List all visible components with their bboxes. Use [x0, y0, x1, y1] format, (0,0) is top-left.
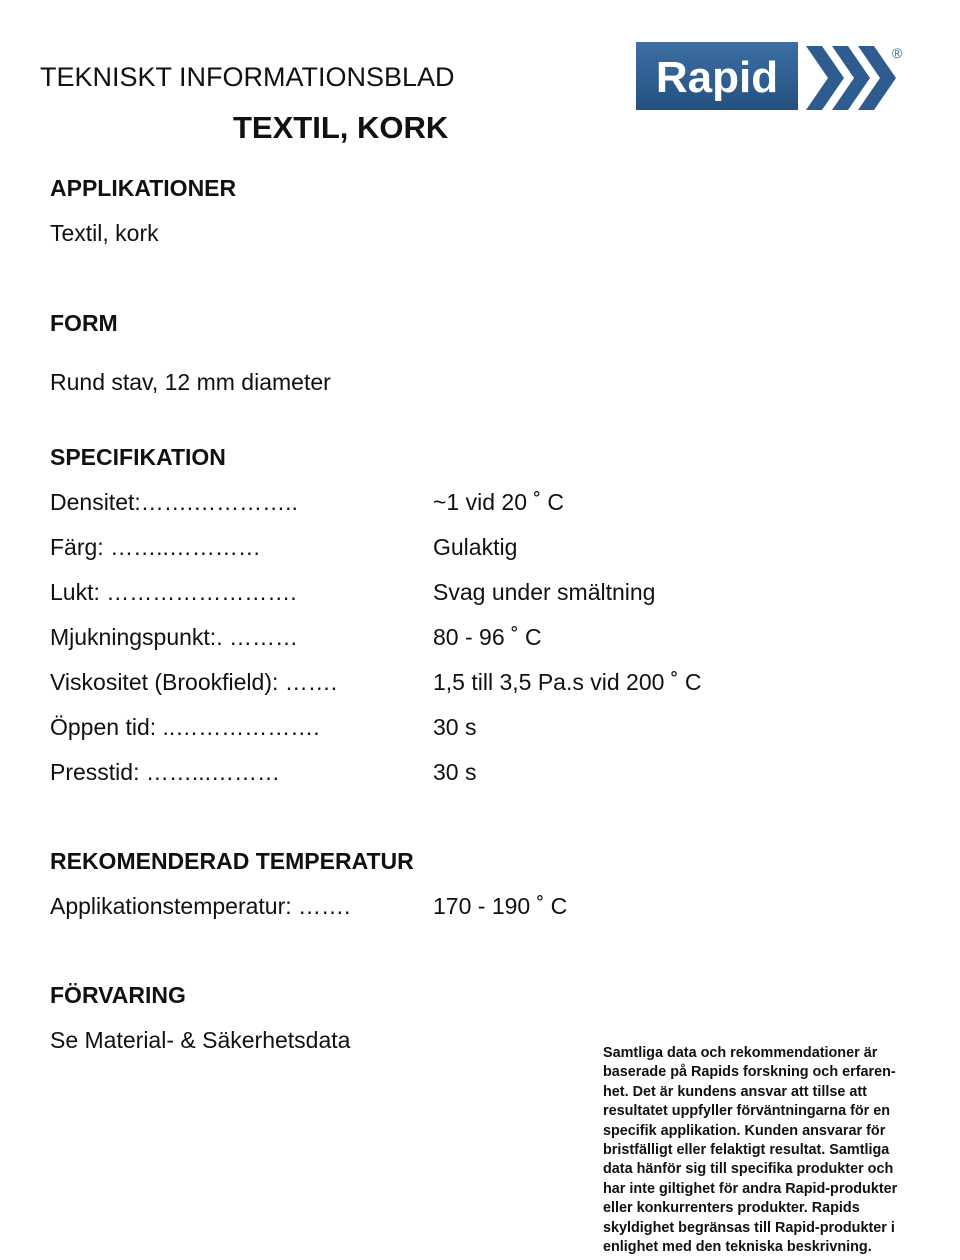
disclaimer-line: het. Det är kundens ansvar att tillse att: [603, 1083, 867, 1100]
disclaimer-line: Samtliga data och rekommendationer är: [603, 1045, 878, 1061]
document-title: TEKNISKT INFORMATIONSBLAD: [40, 62, 455, 92]
disclaimer-line: skyldighet begränsas till Rapid-produkter i: [603, 1219, 895, 1236]
applikationer-heading: APPLIKATIONER: [50, 175, 237, 201]
temperatur-value: 170 - 190 ˚ C: [433, 893, 568, 919]
disclaimer-line: enlighet med den tekniska beskrivning.: [603, 1239, 872, 1256]
spec-label-densitet: Densitet:…….…………..: [50, 489, 298, 515]
spec-label-oppen-tid: Öppen tid: ..……………….: [50, 714, 320, 740]
spec-label-viskositet: Viskositet (Brookfield): …….: [50, 669, 338, 695]
spec-value-farg: Gulaktig: [433, 534, 518, 560]
spec-label-mjukningspunkt: Mjukningspunkt:. ………: [50, 624, 298, 650]
product-title: TEXTIL, KORK: [233, 110, 449, 145]
disclaimer-note: [603, 1044, 913, 1257]
specifikation-heading: SPECIFIKATION: [50, 444, 226, 470]
disclaimer-line: specifik applikation. Kunden ansvarar för: [603, 1122, 886, 1139]
registered-mark: ®: [892, 45, 903, 61]
disclaimer-line: bristfälligt eller felaktigt resultat. Samtliga: [603, 1142, 890, 1159]
spec-value-lukt: Svag under smältning: [433, 579, 656, 605]
spec-label-presstid: Presstid: ……...………: [50, 759, 281, 785]
rapid-logo: [636, 42, 906, 112]
disclaimer-line: data hänför sig till specifika produkter och: [603, 1161, 894, 1178]
spec-value-densitet: ~1 vid 20 ˚ C: [433, 489, 565, 515]
spec-label-lukt: Lukt: …………………….: [50, 579, 297, 605]
disclaimer-line: resultatet uppfyller förväntningarna för en: [603, 1103, 891, 1120]
form-text: Rund stav, 12 mm diameter: [50, 369, 331, 395]
form-heading: FORM: [50, 310, 118, 336]
forvaring-text: Se Material- & Säkerhetsdata: [50, 1027, 351, 1053]
spec-value-mjukningspunkt: 80 - 96 ˚ C: [433, 624, 542, 650]
applikationer-text: Textil, kork: [50, 220, 159, 246]
disclaimer-line: baserade på Rapids forskning och erfaren-: [603, 1064, 896, 1081]
logo-text: Rapid: [655, 53, 779, 102]
forvaring-heading: FÖRVARING: [50, 982, 186, 1008]
spec-label-farg: Färg: ……..…………: [50, 534, 261, 560]
spec-value-viskositet: 1,5 till 3,5 Pa.s vid 200 ˚ C: [433, 669, 702, 695]
disclaimer-line: eller konkurrenters produkter. Rapids: [603, 1200, 860, 1217]
disclaimer-line: har inte giltighet för andra Rapid-produkter: [603, 1180, 898, 1197]
temperatur-heading: REKOMENDERAD TEMPERATUR: [50, 848, 414, 874]
logo-chevrons-icon: [806, 46, 896, 110]
spec-value-oppen-tid: 30 s: [433, 714, 477, 740]
spec-value-presstid: 30 s: [433, 759, 477, 785]
temperatur-label: Applikationstemperatur: …….: [50, 893, 351, 919]
